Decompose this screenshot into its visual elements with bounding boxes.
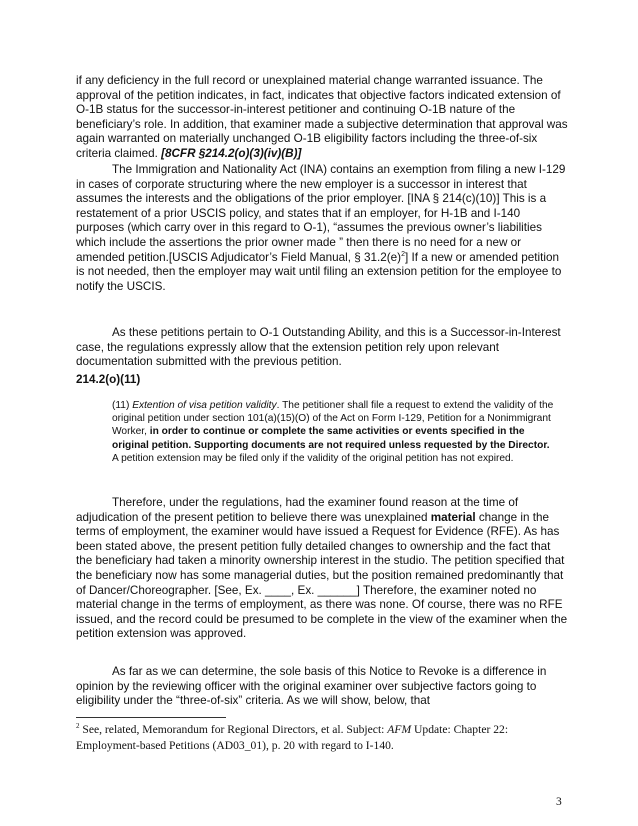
quote-text-cont: A petition extension may be filed only if the validity of the original petition has not expired. [112, 452, 514, 464]
page-number: 3 [556, 796, 562, 808]
material-bold: material [430, 510, 476, 524]
paragraph-5 [76, 665, 568, 709]
paragraph-3-text: As these petitions pertain to O-1 Outstanding Ability, and this is a Successor-in-Interest case, the regulations expressly allow that the extension petition rely upon relevant documentation submitted with the previous petition. [76, 326, 561, 369]
quote-title: Extention of visa petition validity [132, 400, 277, 411]
footnote-text: See, related, Memorandum for Regional Directors, et al. Subject: [79, 723, 388, 736]
regulation-quote [112, 399, 558, 465]
footnote-text-cont: Update: Chapter 22: Employment-based Petitions (AD03_01), p. 20 with regard to I-140. [76, 723, 509, 752]
footnote-italic: AFM [387, 723, 412, 736]
cfr-citation: [8CFR §214.2(o)(3)(iv)(B)] [161, 146, 302, 160]
paragraph-4 [76, 496, 568, 642]
quote-lead: (11) [112, 400, 133, 411]
footnote-divider [76, 717, 226, 718]
paragraph-1-text: if any deficiency in the full record or unexplained material change warranted issuance. The approval of the petition indicates, in fact, indicates that objective factors indicated extension of O-1B status for the successor-in-interest petitioner and continuing O-1B nature of the beneficiary’s role. In addition, that examiner made a subjective determination that approval was again warranted on materially unchanged O-1B eligibility factors including the three-of-six criteria claimed. [76, 74, 568, 160]
paragraph-2 [76, 163, 568, 294]
paragraph-2-text: The Immigration and Nationality Act (INA) contains an exemption from filing a new I-129 in cases of corporate structuring where the new employer is a successor in interest that assumes the interests and the obligations of the prior employer. [INA § 214(c)(10)] This is a restatement of a prior USCIS policy, and states that if an employer, for H-1B and I-140 purposes (which carry over in this regard to O-1), “assumes the previous owner’s liabilities which include the assertions the prior owner made ” then there is no need for a new or amended petition.[USCIS Adjudicator’s Field Manual, § 31.2(e) [76, 163, 566, 264]
paragraph-1 [76, 74, 568, 162]
paragraph-3 [76, 326, 568, 370]
footnote-number: 2 [76, 722, 80, 731]
quote-text: . The petitioner shall file a request to extend the validity of the original petition under section 101(a)(15)(O) of the Act on Form I-129, Petition for a Nonimmigrant Worker, [112, 400, 554, 438]
paragraph-4-text: Therefore, under the regulations, had the examiner found reason at the time of adjudication of the present petition to believe there was unexplained [76, 496, 519, 524]
section-heading: 214.2(o)(11) [76, 373, 141, 386]
footnote [76, 722, 568, 753]
paragraph-5-text: As far as we can determine, the sole basis of this Notice to Revoke is a difference in opinion by the reviewing officer with the original examiner over subjective factors going to eligibility under the “three-of-six” criteria. As we will show, below, that [76, 665, 547, 708]
paragraph-2-text-cont: ] If a new or amended petition is not needed, then the employer may wait until filing an extension petition for the employee to notify the USCIS. [76, 250, 562, 293]
paragraph-4-text-cont: change in the terms of employment, the examiner would have issued a Request for Evidence (RFE). As has been stated above, the present petition fully detailed changes to ownership and the fact that the beneficiary had taken a minority ownership interest in the studio. The petition specified that the beneficiary now has some managerial duties, but the position remained predominantly that of Dancer/Choreographer. [See, Ex. ____, Ex. ______] Therefore, the examiner noted no material change in the terms of employment, as there was none. Of course, there was no RFE issued, and the record could be presumed to be complete in the view of the examiner when the petition extension was approved. [76, 510, 568, 641]
quote-bold-text: in order to continue or complete the same activities or events specified in the original petition. Supporting documents are not required unless requested by the Director. [112, 426, 550, 451]
footnote-ref: 2 [401, 250, 405, 258]
